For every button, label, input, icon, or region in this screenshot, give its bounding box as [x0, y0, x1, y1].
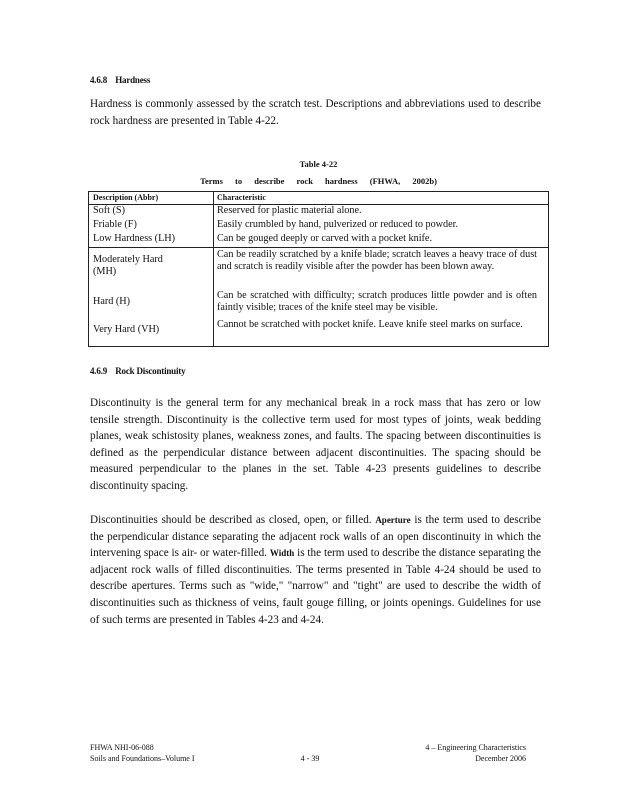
header-characteristic: Characteristic — [217, 193, 266, 202]
hardness-paragraph: Hardness is commonly assessed by the scratch test. Descriptions and abbreviations used to describe rock hardness are presented in Table 4-22. — [90, 98, 541, 127]
row-characteristic: Easily crumbled by hand, pulverized or reduced to powder. — [217, 219, 459, 230]
row-description: Low Hardness (LH) — [93, 233, 176, 244]
section-number: 4.6.8 — [90, 75, 108, 85]
page-number: 4 - 39 — [300, 754, 320, 763]
para2-part1: Discontinuities should be described as closed, open, or filled. — [90, 514, 376, 526]
hardness-table — [88, 191, 549, 347]
row-characteristic: Reserved for plastic material alone. — [217, 205, 362, 216]
header-description: Description (Abbr) — [93, 193, 159, 202]
section-title: Hardness — [115, 75, 151, 85]
footer-chapter: 4 – Engineering Characteristics — [425, 743, 526, 752]
row-description: Moderately Hard (MH) — [93, 254, 163, 277]
section-heading-discontinuity — [90, 366, 185, 376]
discontinuity-paragraph-1: Discontinuity is the general term for any mechanical break in a rock mass that has zero or low tensile strength. Discontinuity is the collective term used for most types of joints, weak bedding planes, weak schistosity planes, weakness zones, and faults. The spacing between discontinuities is defined as the perpendicular distance between adjacent discontinuities. The spacing should be measured perpendicular to the planes in the set. Table 4-23 presents guidelines to describe discontinuity spacing. — [90, 397, 541, 492]
row-description: Soft (S) — [93, 205, 125, 216]
row-characteristic: Can be gouged deeply or carved with a pocket knife. — [217, 233, 432, 244]
section-heading-hardness — [90, 75, 150, 85]
aperture-term: Aperture — [375, 515, 411, 525]
row-description: Friable (F) — [93, 219, 137, 230]
section-number: 4.6.9 — [90, 366, 108, 376]
row-separator — [89, 247, 548, 248]
row-description: Very Hard (VH) — [93, 324, 160, 335]
para2-part2: is the term used to describe the perpendicular distance separating the adjacent rock walls of an open discontinuity in which the intervening space is air- or water-filled. — [90, 514, 541, 560]
table-label: Table 4-22 — [299, 159, 338, 169]
row-characteristic: Can be readily scratched by a knife blade; scratch leaves a heavy trace of dust and scratch is readily visible after the powder has been blown away. — [217, 249, 537, 272]
footer-right — [400, 742, 526, 764]
section-title: Rock Discontinuity — [115, 366, 186, 376]
discontinuity-paragraph-2 — [90, 512, 541, 628]
footer-volume: Soils and Foundations–Volume I — [90, 754, 195, 763]
footer-date: December 2006 — [475, 754, 526, 763]
table-caption: Terms to describe rock hardness (FHWA, 2002b) — [200, 176, 437, 186]
column-divider — [213, 192, 214, 346]
para2-part3: is the term used to describe the distance separating the adjacent rock walls of filled discontinuities. The terms presented in Table 4-24 should be used to describe apertures. Terms such as "wide," "narrow" and "tight" are used to describe the width of discontinuities such as thickness of veins, fault gouge filling, or joints openings. Guidelines for use of such terms are presented in Tables 4-23 and 4-24. — [90, 547, 541, 626]
footer-document-id: FHWA NHI-06-088 — [90, 743, 154, 752]
footer-left — [90, 742, 195, 764]
table-header-row — [89, 192, 548, 205]
row-characteristic: Cannot be scratched with pocket knife. Leave knife steel marks on surface. — [217, 319, 523, 330]
width-term: Width — [269, 548, 295, 559]
row-characteristic: Can be scratched with difficulty; scratch produces little powder and is often faintly visible; traces of the knife steel may be visible. — [217, 290, 537, 313]
row-description: Hard (H) — [93, 296, 131, 307]
